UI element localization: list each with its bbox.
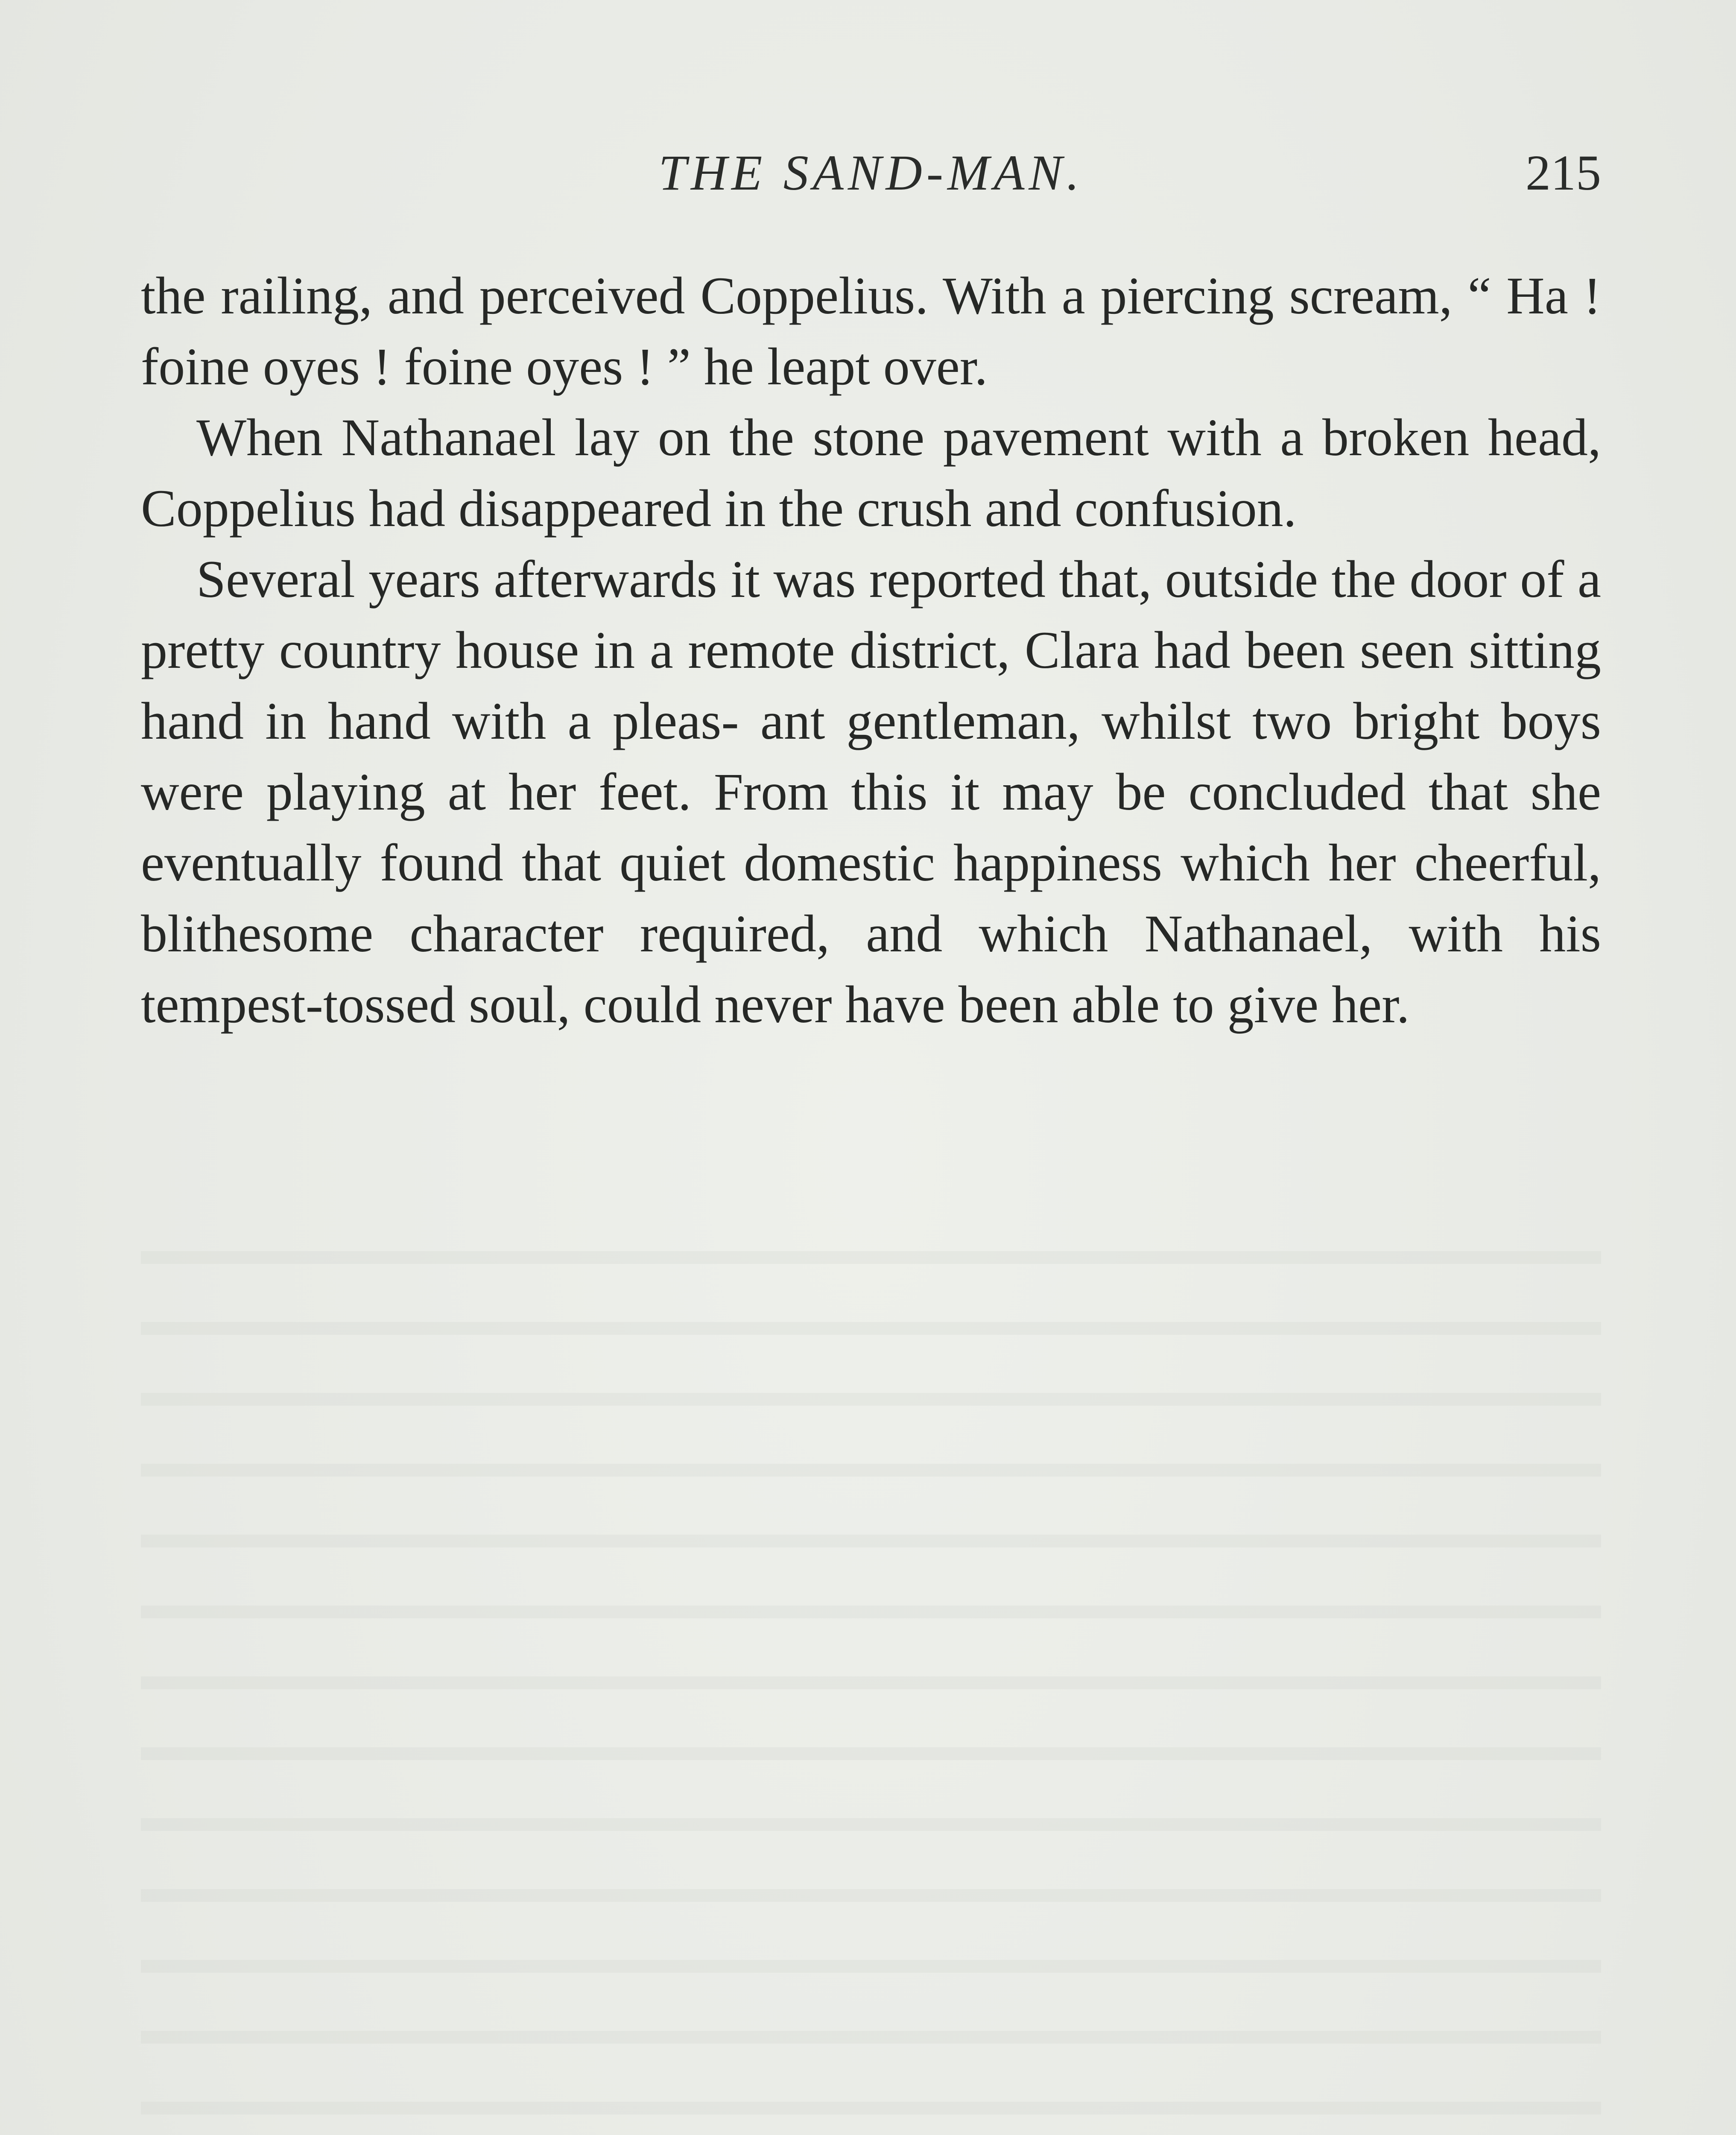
running-title: THE SAND-MAN. — [658, 145, 1084, 201]
reverse-side-bleed-through — [141, 1204, 1601, 2135]
page-number: 215 — [1526, 145, 1601, 201]
paragraph: Several years afterwards it was reported that, outside the door of a pretty country house in a remote district, Clara had been seen sitting hand in hand with a pleas- ant gentleman, whilst two bright boys were playing at her feet. From this it may be concluded that she eventually found that quiet domestic happiness which her cheerful, blithesome character required, and which Nathanael, with his tempest-tossed soul, could never have been able to give her. — [141, 550, 1601, 1034]
running-head — [141, 141, 1601, 205]
paragraph-continuation: the railing, and perceived Coppelius. With a piercing scream, “ Ha ! foine oyes ! foine oyes ! ” he leapt over. — [141, 266, 1601, 396]
body-text — [141, 260, 1601, 1040]
paragraph: When Nathanael lay on the stone pavement with a broken head, Coppelius had disappeared in the crush and confusion. — [141, 408, 1601, 538]
